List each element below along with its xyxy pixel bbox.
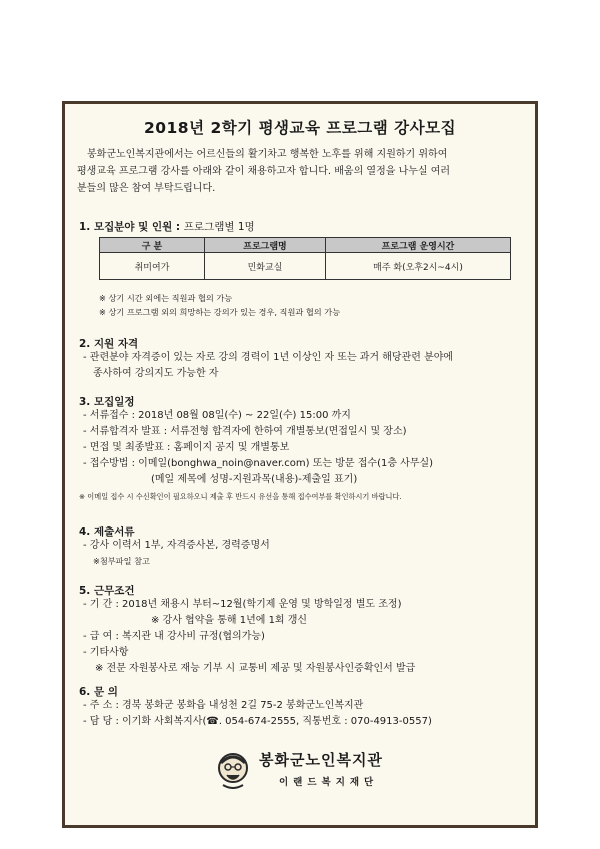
section-3-heading: 3. 모집일정 (79, 396, 135, 408)
table-row (100, 253, 511, 280)
section-3-line-5: (메일 제목에 성명-지원과목(내용)-제출일 표기) (151, 474, 358, 485)
section-1-value: 프로그램별 1명 (183, 221, 255, 233)
section-1-heading (79, 219, 255, 234)
section-5-line-3: - 급 여 : 복지관 내 강사비 규정(협의가능) (83, 631, 265, 642)
section-2-heading: 2. 지원 자격 (79, 338, 139, 350)
section-4-line: - 강사 이력서 1부, 자격증사본, 경력증명서 (83, 540, 270, 551)
section-6-contact: - 담 당 : 이기화 사회복지사(☎. 054-674-2555, 직통번호 : 070-4913-0557) (83, 716, 432, 727)
table-cell-category: 취미여가 (100, 253, 205, 280)
section-1-note-1: ※ 상기 시간 외에는 직원과 협의 가능 (99, 293, 233, 303)
page-title: 2018년 2학기 평생교육 프로그램 강사모집 (143, 119, 457, 137)
section-5-line-5: ※ 전문 자원봉사로 재능 기부 시 교통비 제공 및 자원봉사인증확인서 발급 (95, 663, 416, 674)
section-5-line-4: - 기타사항 (83, 647, 129, 658)
table-header-time: 프로그램 운영시간 (326, 238, 511, 253)
section-6-heading: 6. 문 의 (79, 686, 118, 698)
section-1-title: 1. 모집분야 및 인원 : (79, 221, 181, 233)
section-3-note: ※ 이메일 접수 시 수신확인이 필요하오니 제출 후 반드시 유선을 통해 접수여부를 확인하시기 바랍니다. (79, 492, 402, 501)
table-cell-time: 매주 화(오후2시~4시) (326, 253, 511, 280)
section-2-line-1: - 관련분야 자격증이 있는 자로 강의 경력이 1년 이상인 자 또는 과거 해당관련 분야에 (83, 352, 454, 363)
section-5-heading: 5. 근무조건 (79, 585, 135, 597)
section-4-note: ※첨부파일 참고 (93, 556, 150, 566)
section-6-address: - 주 소 : 경북 봉화군 봉화읍 내성천 2길 75-2 봉화군노인복지관 (83, 700, 364, 711)
table-header-category: 구 분 (100, 238, 205, 253)
section-5-line-1: - 기 간 : 2018년 채용시 부터~12월(학기제 운영 및 방학일정 별도 조정) (83, 599, 402, 610)
notice-frame (62, 101, 538, 828)
intro-line-1: 봉화군노인복지관에서는 어르신들의 활기차고 행복한 노후를 위해 지원하기 위하여 (87, 149, 448, 160)
section-3-line-2: - 서류합격자 발표 : 서류전형 합격자에 한하여 개별통보(면접일시 및 장소) (83, 426, 407, 437)
section-3-line-3: - 면접 및 최종발표 : 홈페이지 공지 및 개별통보 (83, 442, 290, 453)
section-5-line-2: ※ 강사 협약을 통해 1년에 1회 갱신 (151, 615, 308, 626)
program-table (99, 237, 511, 280)
org-logo (215, 747, 415, 795)
section-2-line-2: 종사하여 강의지도 가능한 자 (93, 368, 219, 379)
section-1-note-2: ※ 상기 프로그램 외의 희망하는 강의가 있는 경우, 직원과 협의 가능 (99, 307, 341, 317)
section-3-line-1: - 서류접수 : 2018년 08월 08일(수) ~ 22일(수) 15:00 까지 (83, 410, 351, 421)
table-cell-program: 민화교실 (205, 253, 326, 280)
intro-line-3: 분들의 많은 참여 부탁드립니다. (77, 183, 216, 194)
org-name: 봉화군노인복지관 (259, 751, 383, 769)
table-header-row (100, 238, 511, 253)
elderly-face-logo-icon (215, 749, 251, 789)
section-4-heading: 4. 제출서류 (79, 526, 135, 538)
intro-line-2: 평생교육 프로그램 강사를 아래와 같이 채용하고자 합니다. 배움의 열정을 나누실 여러 (77, 166, 451, 177)
section-3-line-4: - 접수방법 : 이메일(bonghwa_noin@naver.com) 또는 방문 접수(1층 사무실) (83, 458, 434, 469)
org-foundation: 이랜드복지재단 (279, 777, 379, 788)
table-header-program: 프로그램명 (205, 238, 326, 253)
